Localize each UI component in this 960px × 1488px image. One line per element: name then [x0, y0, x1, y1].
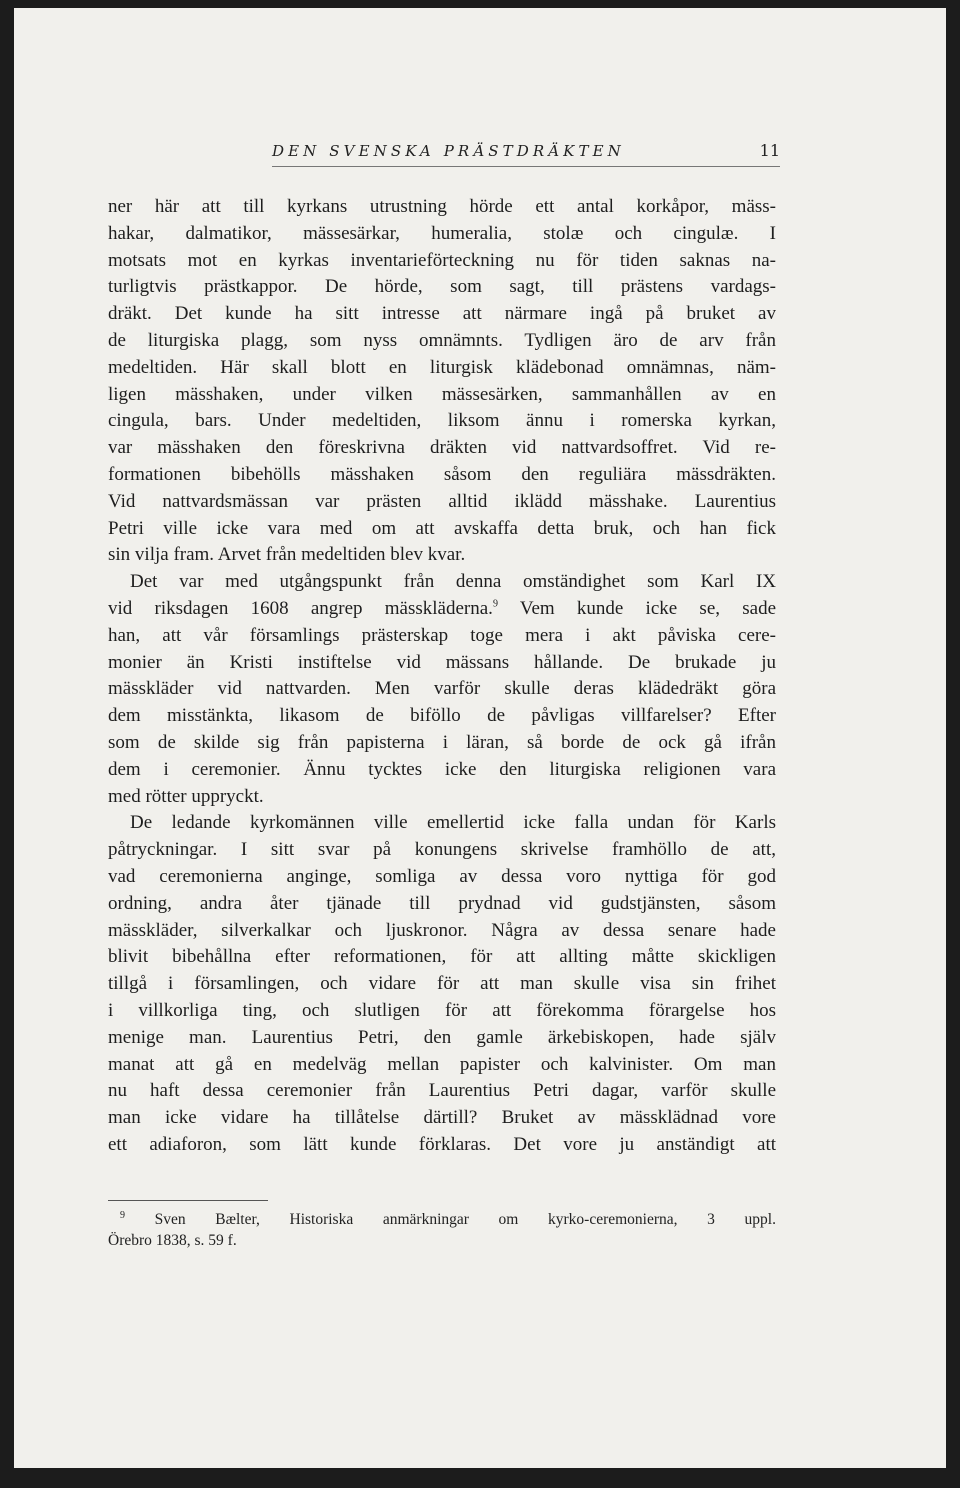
text-line: motsats mot en kyrkas inventarieförteckning nu för tiden saknas na- — [108, 249, 776, 271]
footnote-marker: 9 — [120, 1209, 125, 1221]
text-line: blivit bibehållna efter reformationen, för att allting måtte skickligen — [108, 946, 776, 968]
text-line: tillgå i församlingen, och vidare för att man skulle visa sin frihet — [108, 973, 776, 995]
text-line: Petri ville icke vara med om att avskaffa detta bruk, och han fick — [108, 517, 776, 539]
text-line: han, att vår församlings prästerskap toge mera i akt påviska cere- — [108, 624, 776, 646]
text-line: som de skilde sig från papisterna i läran, så borde de ock gå ifrån — [108, 731, 776, 753]
footnote-line: Örebro 1838, s. 59 f. — [108, 1232, 237, 1249]
text-line: medeltiden. Här skall blott en liturgisk klädebonad omnämnas, näm- — [108, 356, 776, 378]
text-line: med rötter uppryckt. — [108, 785, 264, 807]
footnote-line — [108, 1209, 776, 1230]
text-line: dem misstänkta, likasom de biföllo de påvligas villfarelser? Efter — [108, 705, 776, 727]
page-header — [272, 142, 780, 166]
text-line: var mässhaken den föreskrivna dräkten vid nattvardsoffret. Vid re- — [108, 437, 776, 459]
text-line: mässkläder vid nattvarden. Men varför skulle deras klädedräkt göra — [108, 678, 776, 700]
text-line: i villkorliga ting, och slutligen för att förekomma förargelse hos — [108, 999, 776, 1021]
body-text — [108, 194, 776, 1159]
text-line: vad ceremonierna anginge, somliga av dessa voro nyttiga för god — [108, 865, 776, 887]
text-line: cingula, bars. Under medeltiden, liksom ännu i romerska kyrkan, — [108, 410, 776, 432]
text-line: nu haft dessa ceremonier från Laurentius Petri dagar, varför skulle — [108, 1080, 776, 1102]
text-line: Vid nattvardsmässan var prästen alltid iklädd mässhake. Laurentius — [108, 490, 776, 512]
text-line: Det var med utgångspunkt från denna omständighet som Karl IX — [130, 571, 776, 593]
text-line: mässkläder, silverkalkar och ljuskronor. Några av dessa senare hade — [108, 919, 776, 941]
text-line — [108, 596, 776, 623]
text-line: De ledande kyrkomännen ville emellertid icke falla undan för Karls — [130, 812, 776, 834]
text-line: ett adiaforon, som lätt kunde förklaras. Det vore ju anständigt att — [108, 1133, 776, 1155]
text-line: hakar, dalmatikor, mässesärkar, humeralia, stolæ och cingulæ. I — [108, 222, 776, 244]
text-line: de liturgiska plagg, som nyss omnämnts. Tydligen äro de arv från — [108, 329, 776, 351]
text-line: monier än Kristi instiftelse vid mässans hållande. De brukade ju — [108, 651, 776, 673]
text-fragment: vid riksdagen 1608 angrep mässkläderna. — [108, 597, 493, 619]
footnote-reference: 9 — [492, 598, 498, 610]
text-line: formationen bibehölls mässhaken såsom den reguliära mässdräkten. — [108, 463, 776, 485]
text-line: man icke vidare ha tillåtelse därtill? Bruket av mässklädnad vore — [108, 1107, 776, 1129]
text-fragment: Vem kunde icke se, sade — [497, 597, 777, 619]
header-rule — [272, 166, 780, 167]
text-line: dem i ceremonier. Ännu tycktes icke den liturgiska religionen vara — [108, 758, 776, 780]
text-line: ligen mässhaken, under vilken mässesärken, sammanhållen av en — [108, 383, 776, 405]
text-line: manat att gå en medelväg mellan papister och kalvinister. Om man — [108, 1053, 776, 1075]
text-line: sin vilja fram. Arvet från medeltiden blev kvar. — [108, 544, 466, 566]
text-line: menige man. Laurentius Petri, den gamle ärkebiskopen, hade själv — [108, 1026, 776, 1048]
text-line: turligtvis prästkappor. De hörde, som sagt, till prästens vardags- — [108, 276, 776, 298]
text-line: ordning, andra åter tjänade till prydnad vid gudstjänsten, såsom — [108, 892, 776, 914]
footnote-rule — [108, 1200, 268, 1201]
page-number: 11 — [759, 141, 780, 160]
footnote — [108, 1209, 776, 1251]
text-line: påtryckningar. I sitt svar på konungens skrivelse framhöllo de att, — [108, 839, 776, 861]
running-title: DEN SVENSKA PRÄSTDRÄKTEN — [272, 142, 625, 160]
text-line: ner här att till kyrkans utrustning hörde ett antal korkåpor, mäss- — [108, 196, 776, 217]
text-line: dräkt. Det kunde ha sitt intresse att närmare ingå på bruket av — [108, 303, 776, 325]
footnote-text: Sven Bælter, Historiska anmärkningar om kyrko-ceremonierna, 3 uppl. — [125, 1211, 776, 1228]
